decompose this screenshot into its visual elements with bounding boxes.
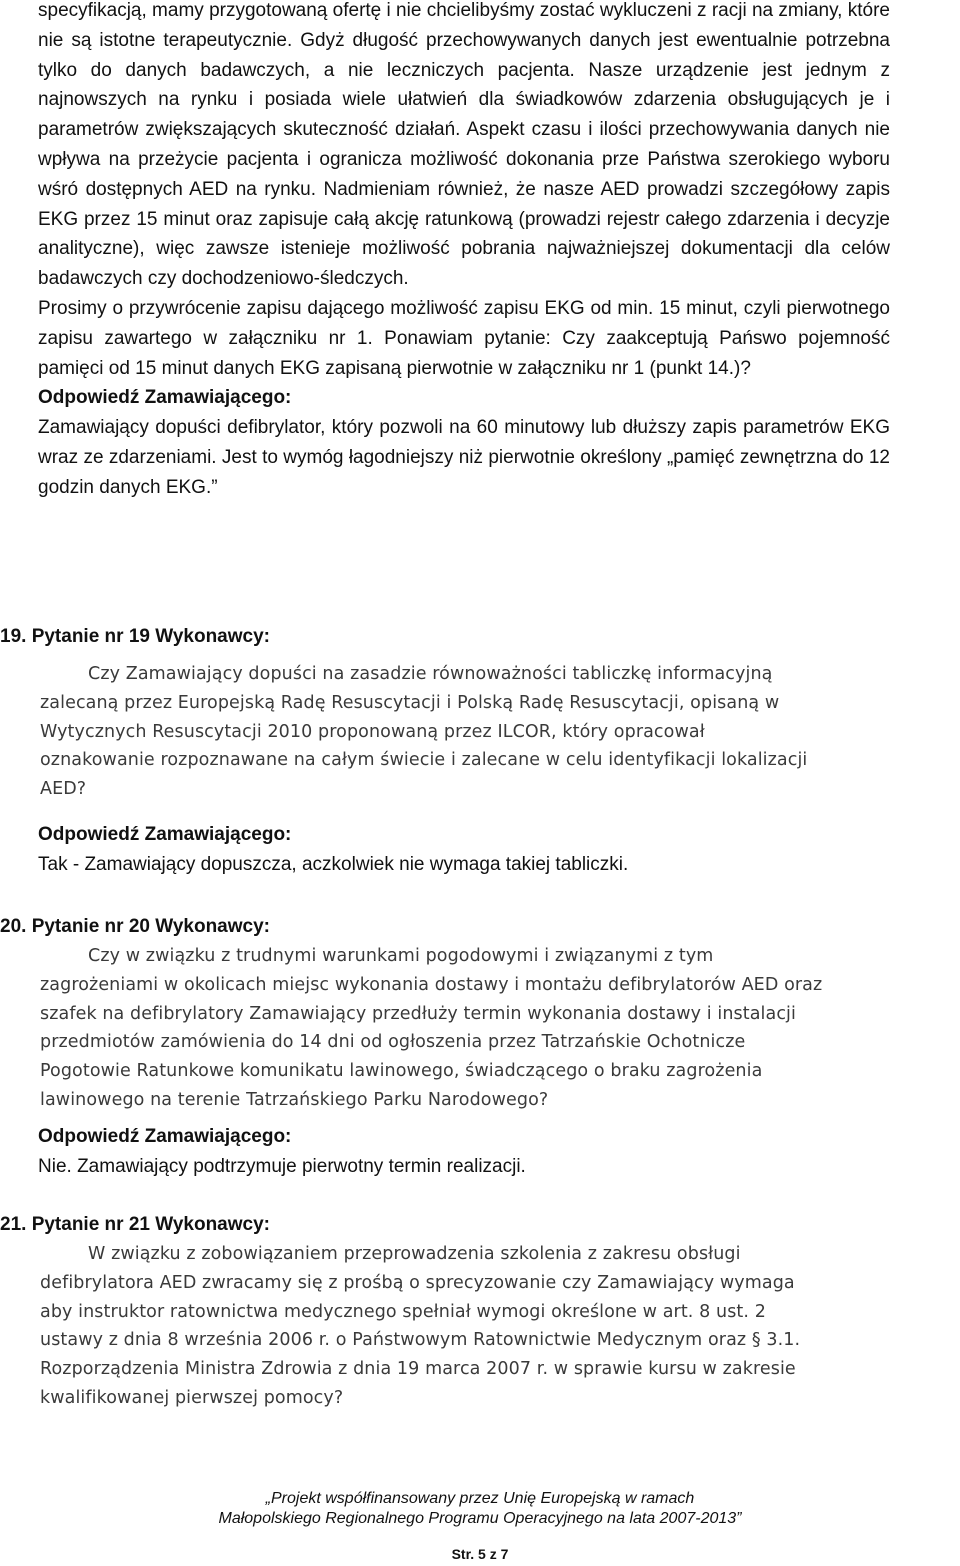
- q19-question-line: Wytycznych Resuscytacji 2010 proponowaną przez ILCOR, który opracował: [40, 721, 705, 742]
- q19-answer-label: Odpowiedź Zamawiającego:: [38, 824, 292, 845]
- q20-answer-block: [38, 1122, 890, 1182]
- q20-heading: [0, 912, 270, 942]
- q20-heading-text: 20. Pytanie nr 20 Wykonawcy:: [0, 916, 270, 937]
- q21-question-line: aby instruktor ratownictwa medycznego spełniał wymogi określone w art. 8 ust. 2: [40, 1301, 766, 1322]
- q21-question-line: kwalifikowanej pierwszej pomocy?: [40, 1387, 344, 1408]
- q21-question-line: W związku z zobowiązaniem przeprowadzenia szkolenia z zakresu obsługi: [88, 1244, 741, 1264]
- footer-line-1: „Projekt współfinansowany przez Unię Europejską w ramach: [265, 1490, 695, 1507]
- q20-question-line: Czy w związku z trudnymi warunkami pogodowymi i związanymi z tym: [88, 946, 714, 966]
- q21-question-line: defibrylatora AED zwracamy się z prośbą o sprecyzowanie czy Zamawiający wymaga: [40, 1272, 795, 1293]
- intro-paragraph: specyfikacją, mamy przygotowaną ofertę i nie chcielibyśmy zostać wykluczeni z racji na zmiany, które nie są istotne terapeutycznie. Gdyż długość przechowywanych danych jest ewentualnie potrzebna tylko do danych badawczych, a nie leczniczych pacjenta. Nasze urządzenie jest jednym z najnowszych na rynku i posiada wiele ułatwień dla świadkowów zdarzenia obsługujących je i parametrów zwiększających skuteczność działań. Aspekt czasu i ilości przechowywania danych nie wpływa na przeżycie pacjenta i ogranicza możliwość dokonania prze Państwa szerokiego wyboru wśró dostępnych AED na rynku. Nadmieniam również, że nasze AED prowadzi szczegółowy zapis EKG przez 15 minut oraz zapisuje całą akcję ratunkową (prowadzi rejestr całego zdarzenia i decyzje analityczne), więc zawsze istenieje możliwość pobrania najważniejszej dokumentacji dla celów badawczych czy dochodzeniowo-śledczych.: [38, 0, 890, 290]
- q19-question-line: AED?: [40, 779, 87, 800]
- intro-answer-label: Odpowiedź Zamawiającego:: [38, 387, 292, 409]
- q20-question-line: zagrożeniami w okolicach miejsc wykonania dostawy i montażu defibrylatorów AED oraz: [40, 974, 823, 995]
- q19-question-line: oznakowanie rozpoznawane na całym świecie i zalecane w celu identyfikacji lokalizacji: [40, 750, 808, 771]
- q20-question-line: lawinowego na terenie Tatrzańskiego Parku Narodowego?: [40, 1089, 549, 1110]
- q21-heading-text: 21. Pytanie nr 21 Wykonawcy:: [0, 1214, 270, 1235]
- q19-answer-block: [38, 820, 890, 880]
- intro-request: Prosimy o przywrócenie zapisu dającego możliwość zapisu EKG od min. 15 minut, czyli pierwotnego zapisu zawartego w załączniku nr 1. Ponawiam pytanie: Czy zaakceptują Pańswo pojemność pamięci od 15 minut danych EKG zapisaną pierwotnie w załączniku nr 1 (punkt 14.)?: [38, 297, 890, 379]
- q21-heading: [0, 1210, 270, 1240]
- intro-block: [38, 0, 890, 503]
- q19-question-line: zalecaną przez Europejską Radę Resuscytacji i Polską Radę Resuscytacji, opisaną w: [40, 692, 780, 713]
- footer-line-2: Małopolskiego Regionalnego Programu Operacyjnego na lata 2007-2013”: [218, 1510, 742, 1527]
- q20-answer-label: Odpowiedź Zamawiającego:: [38, 1126, 292, 1147]
- q20-answer: Nie. Zamawiający podtrzymuje pierwotny termin realizacji.: [38, 1155, 526, 1177]
- q19-answer: Tak - Zamawiający dopuszcza, aczkolwiek nie wymaga takiej tabliczki.: [38, 853, 629, 875]
- q21-question-line: ustawy z dnia 8 września 2006 r. o Państwowym Ratownictwie Medycznym oraz § 3.1.: [40, 1330, 801, 1351]
- q19-question-scan: [40, 660, 920, 804]
- q20-question-line: szafek na defibrylatory Zamawiający przedłuży termin wykonania dostawy i instalacji: [40, 1003, 796, 1024]
- intro-answer: Zamawiający dopuści defibrylator, który pozwoli na 60 minutowy lub dłuższy zapis parametrów EKG wraz ze zdarzeniami. Jest to wymóg łagodniejszy niż pierwotnie określony „pamięć zewnętrzna do 12 godzin danych EKG.”: [38, 417, 890, 498]
- q19-heading: [0, 622, 270, 652]
- q21-question-line: Rozporządzenia Ministra Zdrowia z dnia 19 marca 2007 r. w sprawie kursu w zakresie: [40, 1359, 796, 1380]
- q19-heading-text: 19. Pytanie nr 19 Wykonawcy:: [0, 626, 270, 647]
- q21-question-scan: [40, 1240, 920, 1413]
- q20-question-scan: [40, 942, 920, 1115]
- q20-question-line: Pogotowie Ratunkowe komunikatu lawinowego, świadczącego o braku zagrożenia: [40, 1061, 763, 1082]
- page-number: Str. 5 z 7: [451, 1546, 509, 1562]
- q20-question-line: przedmiotów zamówienia do 14 dni od ogłoszenia przez Tatrzańskie Ochotnicze: [40, 1032, 746, 1053]
- q19-question-line: Czy Zamawiający dopuści na zasadzie równoważności tabliczkę informacyjną: [88, 664, 773, 684]
